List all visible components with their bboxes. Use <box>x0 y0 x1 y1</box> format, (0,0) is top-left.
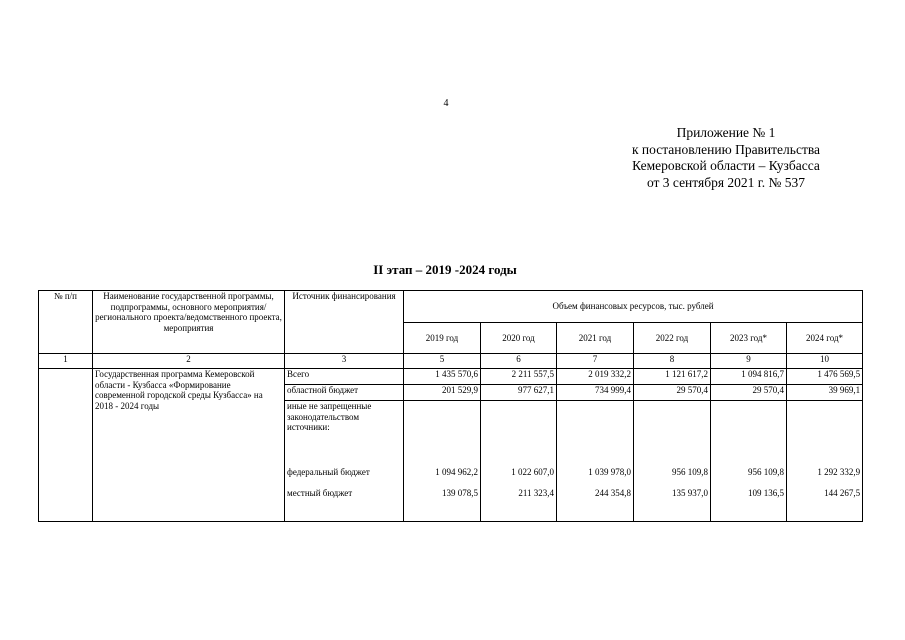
value-cell: 734 999,4 <box>557 385 634 401</box>
source-federal: федеральный бюджет <box>287 467 370 477</box>
appendix-line-4: от 3 сентября 2021 г. № 537 <box>646 174 806 190</box>
appendix-line-1: Приложение № 1 <box>676 125 776 140</box>
federal-value: 956 109,8 <box>672 467 708 477</box>
financing-table <box>38 290 863 522</box>
table-row-total <box>39 369 863 385</box>
source-other-label: иные не запрещенные законодательством источники: <box>287 401 372 432</box>
program-name-cell: Государственная программа Кемеровской области - Кузбасса «Формирование современной городской среды Кузбасса» на 2018 - 2024 годы <box>93 369 285 522</box>
source-regional: областной бюджет <box>285 385 404 401</box>
appendix-line-2: к постановлению Правительства <box>631 141 821 157</box>
header-year-2019: 2019 год <box>404 322 481 354</box>
value-cell: 1 094 816,7 <box>711 369 787 385</box>
federal-value: 1 022 607,0 <box>511 467 554 477</box>
column-number: 7 <box>557 354 634 369</box>
value-cell <box>404 401 481 522</box>
value-cell <box>711 401 787 522</box>
header-row-1 <box>39 291 863 323</box>
header-num: № п/п <box>39 291 93 354</box>
appendix-block <box>606 125 846 191</box>
header-year-2020: 2020 год <box>481 322 557 354</box>
header-year-2022: 2022 год <box>634 322 711 354</box>
column-number: 3 <box>285 354 404 369</box>
header-year-2024: 2024 год* <box>787 322 863 354</box>
column-number: 6 <box>481 354 557 369</box>
appendix-line-3: Кемеровской области – Кузбасса <box>632 158 820 173</box>
federal-value: 1 039 978,0 <box>588 467 631 477</box>
value-cell: 977 627,1 <box>481 385 557 401</box>
page-number: 4 <box>443 98 449 109</box>
value-cell: 29 570,4 <box>711 385 787 401</box>
federal-value: 956 109,8 <box>748 467 784 477</box>
source-local: местный бюджет <box>287 488 353 498</box>
value-cell <box>481 401 557 522</box>
value-cell: 2 019 332,2 <box>557 369 634 385</box>
column-number: 10 <box>787 354 863 369</box>
column-number: 1 <box>39 354 93 369</box>
local-value: 144 267,5 <box>824 488 861 498</box>
source-other-cell <box>285 401 404 522</box>
header-year-2023: 2023 год* <box>711 322 787 354</box>
header-volume: Объем финансовых ресурсов, тыс. рублей <box>404 291 863 323</box>
value-cell: 1 435 570,6 <box>404 369 481 385</box>
value-cell: 39 969,1 <box>787 385 863 401</box>
column-number: 9 <box>711 354 787 369</box>
value-cell: 29 570,4 <box>634 385 711 401</box>
value-cell: 1 121 617,2 <box>634 369 711 385</box>
header-name: Наименование государственной программы, подпрограммы, основного мероприятия/регионального проекта/ведомственного проекта, мероприятия <box>93 291 285 354</box>
column-number-row <box>39 354 863 369</box>
value-cell <box>787 401 863 522</box>
column-number: 2 <box>93 354 285 369</box>
header-year-2021: 2021 год <box>557 322 634 354</box>
value-cell: 2 211 557,5 <box>481 369 557 385</box>
local-value: 135 937,0 <box>672 488 708 498</box>
federal-value: 1 292 332,9 <box>817 467 861 477</box>
value-cell: 1 476 569,5 <box>787 369 863 385</box>
column-number: 5 <box>404 354 481 369</box>
program-num-cell <box>39 369 93 522</box>
value-cell: 201 529,9 <box>404 385 481 401</box>
column-number: 8 <box>634 354 711 369</box>
stage-title: II этап – 2019 -2024 годы <box>373 262 517 277</box>
local-value: 244 354,8 <box>595 488 631 498</box>
local-value: 139 078,5 <box>442 488 478 498</box>
value-cell <box>634 401 711 522</box>
local-value: 211 323,4 <box>518 488 554 498</box>
header-source: Источник финансирования <box>285 291 404 354</box>
value-cell <box>557 401 634 522</box>
federal-value: 1 094 962,2 <box>435 467 478 477</box>
local-value: 109 136,5 <box>748 488 784 498</box>
source-total: Всего <box>285 369 404 385</box>
